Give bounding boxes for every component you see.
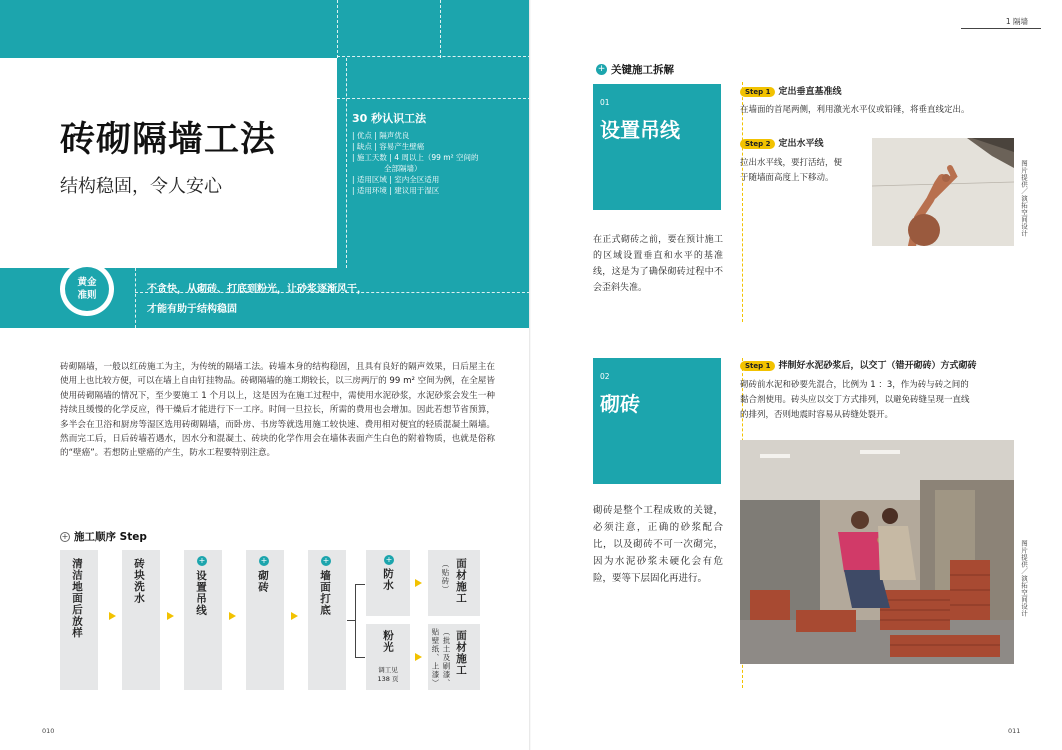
plus-icon: + — [322, 556, 330, 565]
flow-step-label: 清洁地面后放样 — [71, 558, 83, 639]
flow-step-label: 设置吊线 — [195, 570, 207, 616]
quick-fact-item: | 施工天数 | 4 周以上（99 m² 空间的 — [352, 153, 479, 162]
step-block-02 — [593, 358, 721, 484]
step-badge: Step 1 — [740, 361, 775, 371]
quick-fact-item: 全部隔墙） — [384, 164, 422, 173]
flow-step-note: （贴砖） — [441, 560, 450, 594]
arrow-right-icon — [415, 579, 422, 587]
flow-step-label: 防水 — [382, 568, 394, 591]
plus-icon: + — [61, 531, 69, 541]
flow-step-label: 砌砖 — [257, 570, 269, 593]
arrow-right-icon — [109, 612, 116, 620]
flow-note: 调工见 138 页 — [377, 666, 399, 683]
step-badge: Step 1 — [740, 87, 775, 97]
quick-facts-title: 30 秒认识工法 — [352, 112, 427, 125]
photo-bricklaying — [740, 440, 1014, 664]
arrow-right-icon — [291, 612, 298, 620]
bracket-line — [355, 657, 365, 658]
divider-line — [742, 82, 743, 322]
step-body: 砌砖前水泥和砂要先混合，比例为 1 ：3，作为砖与砖之间的 黏合剂使用。砖头应以交丁方式排列，以避免砖缝呈现一直线 的排列，否则地震时容易从砖缝处裂开。 — [740, 380, 970, 420]
plus-icon: + — [260, 556, 268, 565]
chapter-tag: 1 隔墙 — [1005, 17, 1028, 26]
photo-credit: 图片提供／演拓空间设计 — [1020, 160, 1028, 237]
dash-line — [337, 0, 338, 58]
block-title: 砌砖 — [600, 392, 640, 416]
arrow-right-icon — [167, 612, 174, 620]
step-badge: Step 2 — [740, 139, 775, 149]
quick-fact-item: | 缺点 | 容易产生壁癌 — [352, 142, 425, 151]
bracket-line — [347, 620, 355, 621]
plus-icon: + — [198, 556, 206, 565]
dash-line — [440, 0, 441, 58]
steps-heading: + 施工顺序 Step — [61, 531, 147, 543]
dash-line — [346, 58, 347, 268]
block-description: 在正式砌砖之前，要在预计施工的区域设置垂直和水平的基准线，这是为了确保砌砖过程中不会歪斜失准。 — [593, 235, 723, 293]
quick-facts-list — [352, 130, 522, 196]
quick-fact-item: | 适用环境 | 建议用于湿区 — [352, 186, 440, 195]
dash-line — [135, 268, 136, 328]
golden-rule-badge — [60, 262, 114, 316]
golden-rule-text: 不贪快，从砌砖、打底到粉光，让砂浆逐渐风干， — [147, 284, 367, 295]
flow-step-note: （批土及刷漆、贴壁纸、上漆） — [431, 628, 451, 688]
step-body: 拉出水平线，要打活结，便 于随墙面高度上下移动。 — [740, 158, 843, 183]
badge-label: 准则 — [77, 290, 97, 301]
page-number: 011 — [1008, 727, 1021, 735]
step-title: Step 1 定出垂直基准线 — [740, 84, 841, 97]
flow-step-label: 墙面打底 — [319, 570, 331, 616]
flow-step-label: 砖块洗水 — [133, 558, 145, 604]
title-panel — [0, 58, 337, 268]
block-description: 砌砖是整个工程成败的关键，必须注意，正确的砂浆配合比，以及砌砖不可一次砌完，因为水泥砂浆未硬化会有危险，要等下层固化再进行。 — [593, 505, 723, 584]
chapter-rule — [961, 28, 1041, 29]
block-number: 01 — [600, 98, 610, 107]
section-heading: + 关键施工拆解 — [597, 64, 674, 76]
right-page — [531, 0, 1062, 750]
step-block-01 — [593, 84, 721, 210]
bracket-line — [355, 584, 365, 585]
page-number: 010 — [42, 727, 55, 735]
photo-credit: 图片提供／演拓空间设计 — [1020, 540, 1028, 617]
quick-fact-item: | 适用区域 | 室内全区适用 — [352, 175, 440, 184]
page-title: 砖砌隔墙工法 — [60, 120, 277, 160]
dash-line — [337, 56, 531, 57]
top-teal-band — [0, 0, 531, 58]
step-title: Step 1 拌制好水泥砂浆后，以交丁（错开砌砖）方式砌砖 — [740, 358, 976, 371]
flow-step-label: 面材施工 — [455, 558, 467, 604]
plus-icon: + — [597, 64, 606, 74]
flow-step-label: 面材施工 — [455, 630, 467, 676]
golden-rule-text: 才能有助于结构稳固 — [147, 304, 237, 315]
block-number: 02 — [600, 372, 610, 381]
page-subtitle: 结构稳固，令人安心 — [60, 176, 222, 197]
arrow-right-icon — [229, 612, 236, 620]
photo-string-line — [872, 138, 1014, 246]
bracket-line — [355, 584, 356, 658]
block-title: 设置吊线 — [600, 118, 680, 142]
flow-step-label: 粉光 — [382, 630, 394, 653]
dash-line — [337, 98, 531, 99]
badge-label: 黄金 — [77, 277, 97, 288]
step-title: Step 2 定出水平线 — [740, 136, 823, 149]
quick-fact-item: | 优点 | 隔声优良 — [352, 131, 410, 140]
plus-icon: + — [385, 555, 393, 564]
arrow-right-icon — [415, 653, 422, 661]
intro-paragraph: 砖砌隔墙，一般以红砖施工为主，为传统的隔墙工法。砖墙本身的结构稳固，且具有良好的隔声效果，日后屋主在使用上也比较方便，可以在墙上自由钉挂物品。砖砌隔墙的施工期较长，以三房两厅的 99 m² 空间为例，在全屋皆使用砖砌隔墙的情况下，至少要施工 1 个月以上，这是因为在施工过程中，需使用水泥砂浆，水泥砂浆会发生一种持续且缓慢的化学反应，得干燥后才能进行下一工序。时间一旦拉长，所需的费用也会增加。因此若想节省预算，多半会在卫浴和厨房等湿区选用砖砌隔墙，而卧房、书房等就选用施工较快速、费用相对便宜的轻质混凝土隔墙。然而完工后，日后砖墙若遇水，因水分和混凝土、砖块的化学作用会在墙体表面产生白色的附着物质，也就是俗称的“壁癌”。若想防止壁癌的产生，防水工程要特别注意。 — [60, 362, 495, 459]
step-body: 在墙面的首尾两侧，利用激光水平仪或铅锤，将垂直线定出。 — [740, 105, 970, 115]
